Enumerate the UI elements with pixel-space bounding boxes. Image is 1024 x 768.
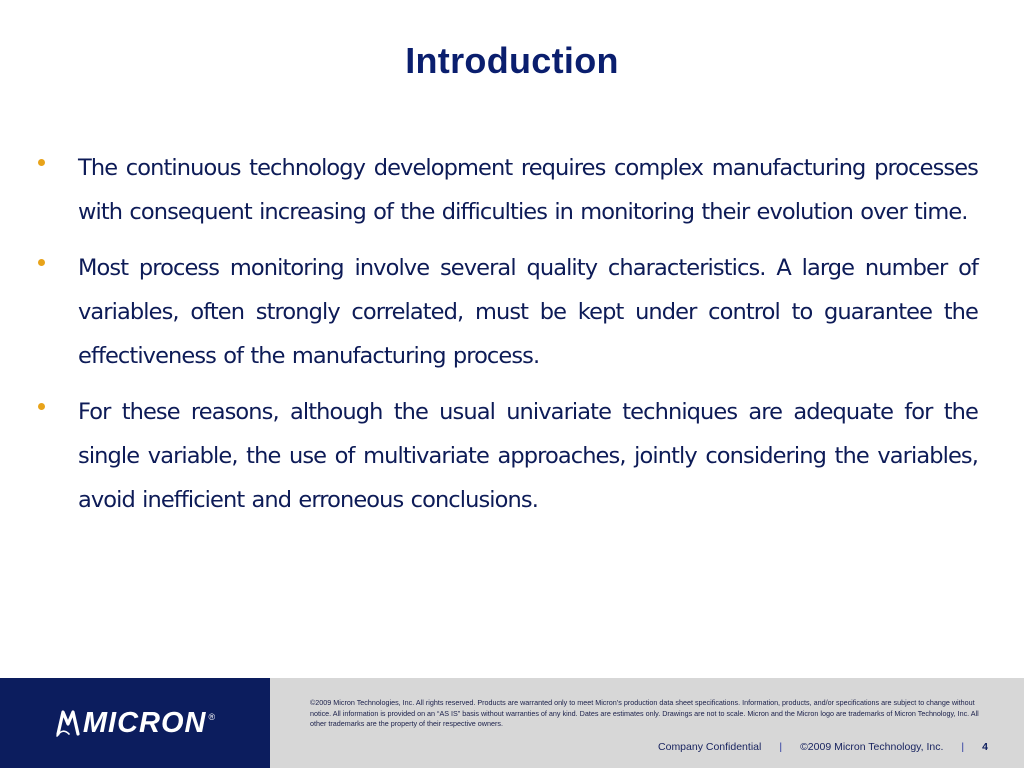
micron-logo-mark-icon — [55, 708, 81, 738]
footer-logo-panel — [0, 678, 270, 768]
bullet-item — [38, 146, 978, 234]
slide-footer — [0, 678, 1024, 768]
page-number: 4 — [982, 741, 988, 753]
bullet-dot-icon — [38, 159, 45, 166]
copyright-label: ©2009 Micron Technology, Inc. — [800, 741, 944, 753]
logo-wordmark: MICRON — [82, 706, 207, 739]
bullet-text: For these reasons, although the usual univariate techniques are adequate for the single variable, the use of multivariate approaches, jointly considering the variables, avoid inefficient and erroneous conclusions. — [78, 399, 978, 513]
bullet-dot-icon — [38, 403, 45, 410]
bullet-dot-icon — [38, 259, 45, 266]
micron-logo — [55, 707, 215, 740]
legal-notice: ©2009 Micron Technologies, Inc. All rights reserved. Products are warranted only to meet Micron’s production data sheet specifications. Information, products, and/or specifications are subject to change without notice. All information is provided on an “AS IS” basis without warranties of any kind. Dates are estimates only. Drawings are not to scale. Micron and the Micron logo are trademarks of Micron Technology, Inc. All other trademarks are the property of their respective owners. — [310, 698, 979, 728]
bullet-list — [38, 146, 978, 534]
separator: | — [961, 741, 965, 753]
footer-meta — [658, 741, 988, 753]
bullet-item — [38, 390, 978, 522]
confidential-label: Company Confidential — [658, 741, 762, 753]
bullet-text: Most process monitoring involve several quality characteristics. A large number of variables, often strongly correlated, must be kept under control to guarantee the effectiveness of the manufacturing process. — [78, 255, 978, 369]
bullet-item — [38, 246, 978, 378]
footer-info-panel — [270, 678, 1024, 768]
registered-mark: ® — [208, 712, 216, 722]
bullet-text: The continuous technology development requires complex manufacturing processes with consequent increasing of the difficulties in monitoring their evolution over time. — [78, 155, 978, 225]
separator: | — [779, 741, 783, 753]
slide-title: Introduction — [405, 40, 619, 81]
